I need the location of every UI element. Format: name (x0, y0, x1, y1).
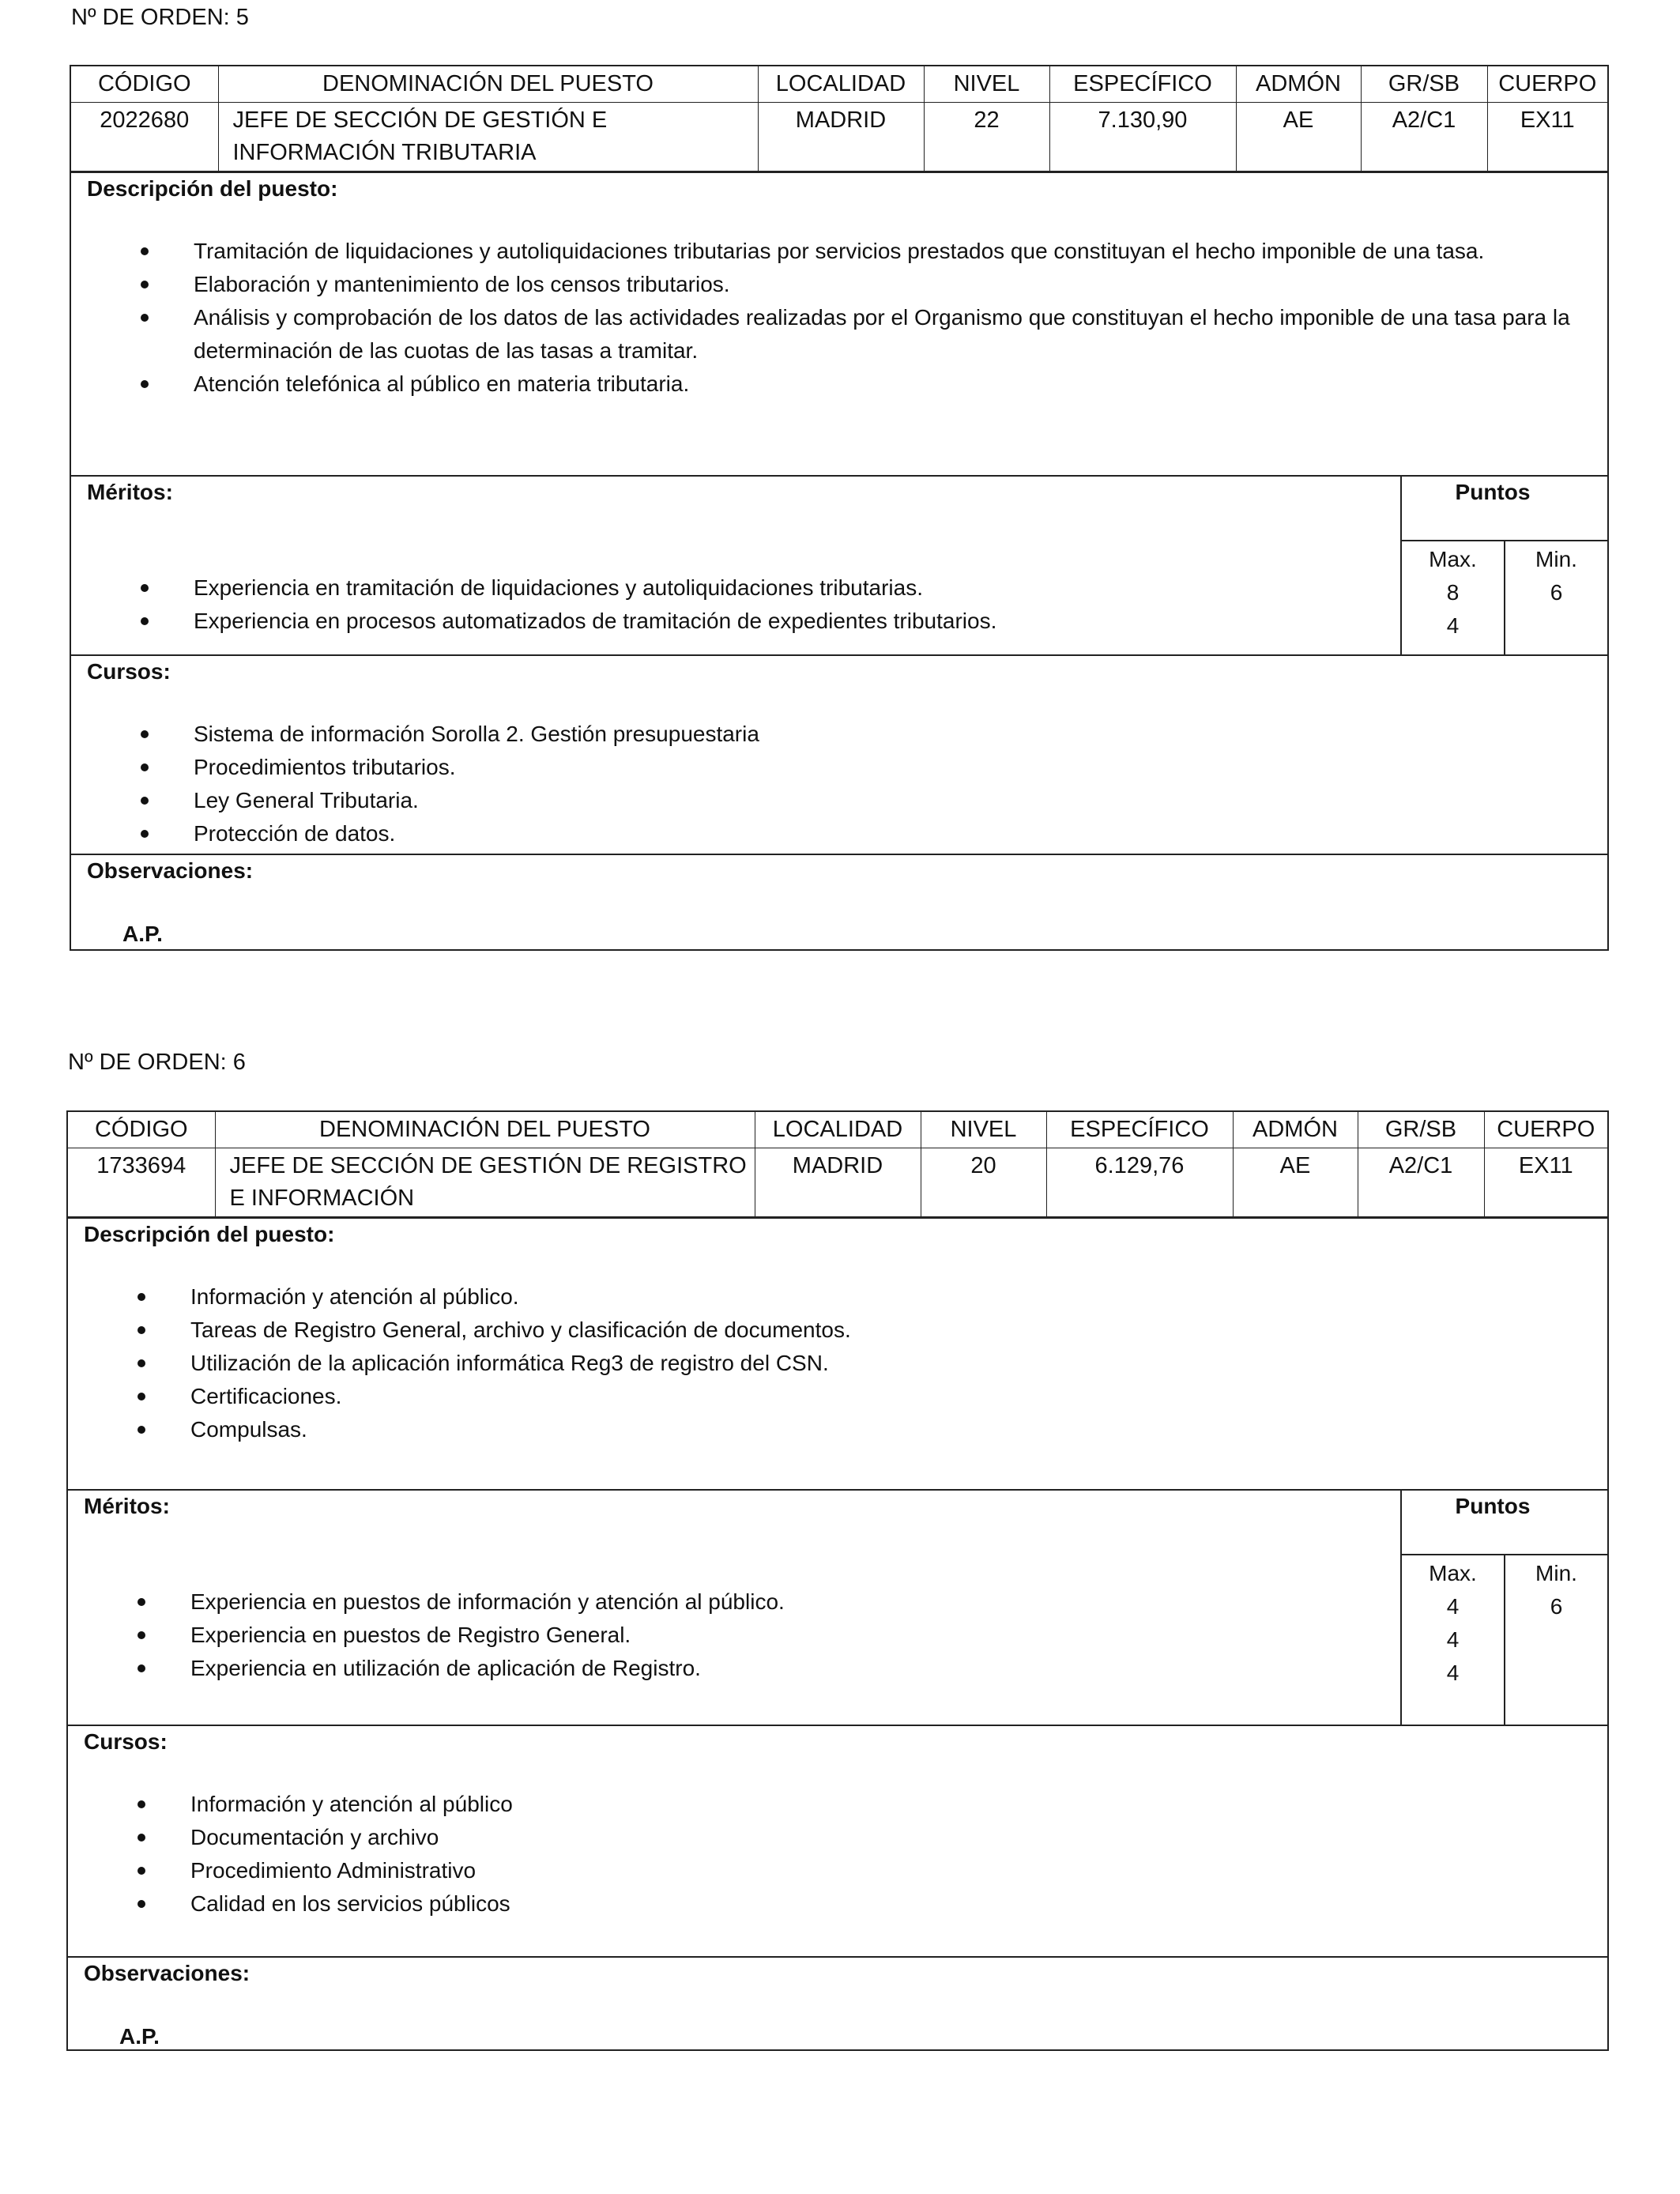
descripcion-list (71, 235, 1576, 401)
list-item: Tramitación de liquidaciones y autoliquidaciones tributarias por servicios prestados que constituyan el hecho imponible de una tasa. (71, 235, 1576, 268)
max-column (1402, 1555, 1504, 1725)
cursos-list (71, 718, 1576, 850)
observaciones-value: A.P. (119, 2024, 160, 2049)
list-item: Ley General Tributaria. (71, 784, 1576, 817)
grsb-cell: A2/C1 (1361, 103, 1487, 172)
list-item: Compulsas. (68, 1413, 1576, 1446)
max-value: 8 (1446, 580, 1460, 605)
descripcion-section (68, 1217, 1607, 1489)
list-item: Atención telefónica al público en materia tributaria. (71, 368, 1576, 401)
min-column (1504, 1555, 1607, 1725)
col-header: CUERPO (1484, 1112, 1607, 1148)
observaciones-section (71, 854, 1607, 956)
max-label: Max. (1429, 547, 1477, 571)
job-block (66, 1110, 1609, 2051)
section-title: Observaciones: (87, 858, 254, 883)
job-header-table (71, 66, 1607, 172)
max-value: 4 (1446, 1627, 1460, 1652)
descripcion-section (71, 172, 1607, 475)
list-item: Información y atención al público. (68, 1280, 1576, 1314)
col-header: LOCALIDAD (758, 66, 924, 103)
min-label: Min. (1535, 1561, 1577, 1585)
min-value: 6 (1550, 1594, 1563, 1619)
cursos-list (68, 1788, 1576, 1921)
list-item: Procedimiento Administrativo (68, 1854, 1576, 1887)
nivel-cell: 20 (921, 1148, 1046, 1217)
meritos-section (68, 1489, 1607, 1725)
observaciones-value: A.P. (122, 922, 163, 946)
col-header: CÓDIGO (71, 66, 218, 103)
list-item: Calidad en los servicios públicos (68, 1887, 1576, 1921)
section-title: Descripción del puesto: (87, 176, 338, 201)
observaciones-section (68, 1956, 1607, 2059)
list-item: Sistema de información Sorolla 2. Gestión presupuestaria (71, 718, 1576, 751)
max-value: 4 (1446, 1661, 1460, 1685)
meritos-section (71, 475, 1607, 654)
codigo-cell: 1733694 (68, 1148, 215, 1217)
max-column (1402, 541, 1504, 654)
cuerpo-cell: EX11 (1487, 103, 1607, 172)
col-header: ADMÓN (1233, 1112, 1358, 1148)
section-title: Cursos: (87, 659, 171, 684)
section-title: Cursos: (84, 1729, 168, 1754)
orden-number: Nº DE ORDEN: 6 (68, 1050, 246, 1075)
admon-cell: AE (1233, 1148, 1358, 1217)
section-title: Méritos: (84, 1494, 170, 1518)
max-value: 4 (1446, 1594, 1460, 1619)
list-item: Experiencia en puestos de información y atención al público. (68, 1585, 1370, 1619)
col-header: GR/SB (1361, 66, 1487, 103)
min-label: Min. (1535, 547, 1577, 571)
denominacion-cell: JEFE DE SECCIÓN DE GESTIÓN E INFORMACIÓN TRIBUTARIA (218, 103, 758, 172)
section-title: Méritos: (87, 480, 173, 504)
list-item: Utilización de la aplicación informática Reg3 de registro del CSN. (68, 1347, 1576, 1380)
especifico-cell: 6.129,76 (1046, 1148, 1233, 1217)
list-item: Experiencia en utilización de aplicación de Registro. (68, 1652, 1370, 1685)
puntos-box (1400, 477, 1607, 654)
list-item: Documentación y archivo (68, 1821, 1576, 1854)
nivel-cell: 22 (924, 103, 1049, 172)
descripcion-list (68, 1280, 1576, 1446)
list-item: Elaboración y mantenimiento de los censos tributarios. (71, 268, 1576, 301)
orden-number: Nº DE ORDEN: 5 (71, 5, 249, 30)
col-header: LOCALIDAD (755, 1112, 921, 1148)
col-header: ADMÓN (1236, 66, 1361, 103)
list-item: Experiencia en procesos automatizados de tramitación de expedientes tributarios. (71, 605, 1370, 638)
col-header: CUERPO (1487, 66, 1607, 103)
col-header: CÓDIGO (68, 1112, 215, 1148)
col-header: ESPECÍFICO (1049, 66, 1236, 103)
grsb-cell: A2/C1 (1358, 1148, 1484, 1217)
list-item: Tareas de Registro General, archivo y clasificación de documentos. (68, 1314, 1576, 1347)
col-header: NIVEL (924, 66, 1049, 103)
denominacion-cell: JEFE DE SECCIÓN DE GESTIÓN DE REGISTRO E INFORMACIÓN (215, 1148, 755, 1217)
list-item: Experiencia en tramitación de liquidaciones y autoliquidaciones tributarias. (71, 571, 1370, 605)
localidad-cell: MADRID (758, 103, 924, 172)
puntos-box (1400, 1491, 1607, 1725)
job-block (70, 65, 1609, 951)
puntos-title: Puntos (1455, 1494, 1531, 1518)
admon-cell: AE (1236, 103, 1361, 172)
max-value: 4 (1446, 613, 1460, 638)
cursos-section (71, 654, 1607, 854)
meritos-list (68, 1585, 1370, 1685)
meritos-list (71, 571, 1370, 638)
list-item: Información y atención al público (68, 1788, 1576, 1821)
job-header-table (68, 1112, 1607, 1217)
min-value: 6 (1550, 580, 1563, 605)
list-item: Protección de datos. (71, 817, 1576, 850)
list-item: Certificaciones. (68, 1380, 1576, 1413)
section-title: Observaciones: (84, 1961, 250, 1985)
cuerpo-cell: EX11 (1484, 1148, 1607, 1217)
col-header: GR/SB (1358, 1112, 1484, 1148)
list-item: Procedimientos tributarios. (71, 751, 1576, 784)
col-header: DENOMINACIÓN DEL PUESTO (218, 66, 758, 103)
min-column (1504, 541, 1607, 654)
puntos-title: Puntos (1455, 480, 1531, 504)
localidad-cell: MADRID (755, 1148, 921, 1217)
max-label: Max. (1429, 1561, 1477, 1585)
cursos-section (68, 1725, 1607, 1956)
codigo-cell: 2022680 (71, 103, 218, 172)
list-item: Experiencia en puestos de Registro General. (68, 1619, 1370, 1652)
col-header: NIVEL (921, 1112, 1046, 1148)
especifico-cell: 7.130,90 (1049, 103, 1236, 172)
section-title: Descripción del puesto: (84, 1222, 335, 1246)
list-item: Análisis y comprobación de los datos de las actividades realizadas por el Organismo que constituyan el hecho imponible de una tasa para la determinación de las cuotas de las tasas a tramitar. (71, 301, 1576, 368)
col-header: DENOMINACIÓN DEL PUESTO (215, 1112, 755, 1148)
col-header: ESPECÍFICO (1046, 1112, 1233, 1148)
